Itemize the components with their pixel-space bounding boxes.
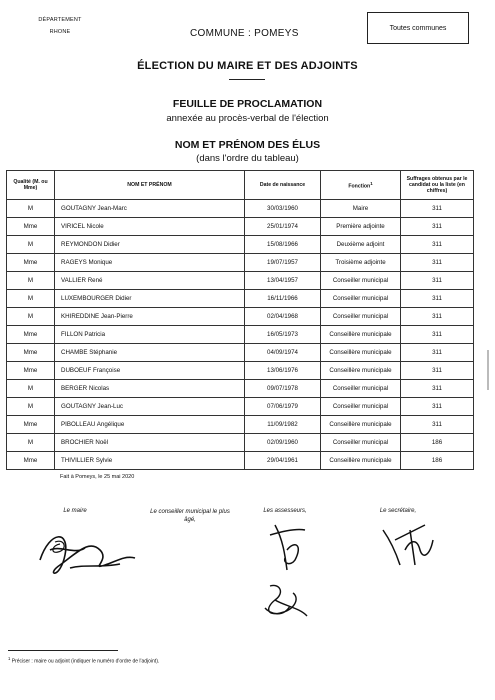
cell-qualite: Mme <box>7 362 55 380</box>
signature-assesseur-2 <box>255 578 315 623</box>
cell-qualite: M <box>7 236 55 254</box>
table-row <box>7 434 474 452</box>
cell-date: 09/07/1978 <box>245 380 321 398</box>
cell-qualite: Mme <box>7 326 55 344</box>
cell-qualite: M <box>7 290 55 308</box>
header-fonction-note: 1 <box>370 180 373 186</box>
cell-qualite: M <box>7 380 55 398</box>
cell-date: 15/08/1966 <box>245 236 321 254</box>
cell-nom: FILLON Patricia <box>55 326 245 344</box>
table-row <box>7 326 474 344</box>
cell-suffrages: 311 <box>401 290 474 308</box>
cell-fonction: Conseillère municipale <box>321 452 401 470</box>
cell-suffrages: 311 <box>401 398 474 416</box>
cell-qualite: Mme <box>7 254 55 272</box>
feuille-subtitle: annexée au procès-verbal de l'élection <box>166 113 329 124</box>
cell-nom: VIRICEL Nicole <box>55 218 245 236</box>
cell-nom: CHAMBE Stéphanie <box>55 344 245 362</box>
cell-suffrages: 311 <box>401 218 474 236</box>
table-row <box>7 254 474 272</box>
departement-label: DÉPARTEMENT <box>38 17 82 23</box>
cell-nom: BERGER Nicolas <box>55 380 245 398</box>
table-row <box>7 236 474 254</box>
cell-fonction: Conseillère municipale <box>321 344 401 362</box>
table-row <box>7 362 474 380</box>
table-row <box>7 272 474 290</box>
header-fonction-label: Fonction <box>348 183 371 190</box>
table-row <box>7 290 474 308</box>
cell-fonction: Conseiller municipal <box>321 308 401 326</box>
signature-secretaire <box>375 510 440 575</box>
header-date: Date de naissance <box>245 171 321 200</box>
cell-suffrages: 311 <box>401 416 474 434</box>
cell-qualite: M <box>7 200 55 218</box>
cell-nom: LUXEMBOURGER Didier <box>55 290 245 308</box>
cell-qualite: M <box>7 308 55 326</box>
cell-qualite: M <box>7 434 55 452</box>
departement-value: RHONE <box>49 29 71 35</box>
table-row <box>7 218 474 236</box>
cell-suffrages: 311 <box>401 236 474 254</box>
cell-fonction: Première adjointe <box>321 218 401 236</box>
feuille-title: FEUILLE DE PROCLAMATION <box>172 98 323 110</box>
footnote-separator <box>8 650 118 651</box>
cell-fonction: Conseiller municipal <box>321 434 401 452</box>
sig-label-assesseurs: Les assesseurs, <box>263 508 307 514</box>
cell-date: 16/05/1973 <box>245 326 321 344</box>
sig-label-secretaire: Le secrétaire, <box>379 508 417 514</box>
header-nom: NOM ET PRÉNOM <box>55 171 245 200</box>
table-header-row <box>7 171 474 200</box>
cell-fonction: Maire <box>321 200 401 218</box>
cell-nom: DUBOEUF Françoise <box>55 362 245 380</box>
cell-suffrages: 311 <box>401 308 474 326</box>
cell-qualite: M <box>7 398 55 416</box>
toutes-communes-label: Toutes communes <box>389 24 447 32</box>
cell-nom: GOUTAGNY Jean-Luc <box>55 398 245 416</box>
cell-fonction: Conseillère municipale <box>321 416 401 434</box>
cell-qualite: Mme <box>7 218 55 236</box>
cell-qualite: Mme <box>7 452 55 470</box>
table-row <box>7 416 474 434</box>
elus-table <box>6 170 474 470</box>
cell-nom: RAGEYS Monique <box>55 254 245 272</box>
cell-suffrages: 311 <box>401 326 474 344</box>
cell-date: 04/09/1974 <box>245 344 321 362</box>
cell-fonction: Troisième adjointe <box>321 254 401 272</box>
footnote-text: Préciser : maire ou adjoint (indiquer le numéro d'ordre de l'adjoint). <box>11 658 160 665</box>
cell-qualite: Mme <box>7 416 55 434</box>
fait-a-line: Fait à Pomeys, le 25 mai 2020 <box>60 474 135 480</box>
cell-suffrages: 311 <box>401 344 474 362</box>
departement-block <box>30 14 90 38</box>
footnote <box>8 656 159 665</box>
elus-title: NOM ET PRÉNOM DES ÉLUS <box>174 139 321 151</box>
cell-suffrages: 311 <box>401 380 474 398</box>
cell-fonction: Conseillère municipale <box>321 362 401 380</box>
signature-maire <box>30 520 140 580</box>
cell-suffrages: 186 <box>401 452 474 470</box>
cell-date: 16/11/1966 <box>245 290 321 308</box>
cell-fonction: Conseiller municipal <box>321 290 401 308</box>
table-row <box>7 452 474 470</box>
cell-fonction: Conseiller municipal <box>321 272 401 290</box>
cell-qualite: Mme <box>7 344 55 362</box>
cell-date: 11/09/1982 <box>245 416 321 434</box>
cell-date: 07/06/1979 <box>245 398 321 416</box>
cell-date: 02/09/1960 <box>245 434 321 452</box>
cell-fonction: Conseiller municipal <box>321 380 401 398</box>
scan-edge-mark <box>487 350 489 390</box>
cell-qualite: M <box>7 272 55 290</box>
header-qualite: Qualité (M. ou Mme) <box>7 171 55 200</box>
cell-date: 13/04/1957 <box>245 272 321 290</box>
sig-label-maire: Le maire <box>63 508 87 514</box>
cell-date: 29/04/1961 <box>245 452 321 470</box>
cell-suffrages: 311 <box>401 254 474 272</box>
cell-fonction: Conseillère municipale <box>321 326 401 344</box>
table-row <box>7 380 474 398</box>
main-title: ÉLECTION DU MAIRE ET DES ADJOINTS <box>137 60 358 72</box>
cell-date: 30/03/1960 <box>245 200 321 218</box>
cell-date: 19/07/1957 <box>245 254 321 272</box>
signature-assesseur-1 <box>265 520 315 575</box>
cell-fonction: Deuxième adjoint <box>321 236 401 254</box>
cell-nom: GOUTAGNY Jean-Marc <box>55 200 245 218</box>
toutes-communes-box <box>367 12 469 44</box>
title-underline <box>229 79 265 80</box>
cell-fonction: Conseiller municipal <box>321 398 401 416</box>
cell-nom: REYMONDON Didier <box>55 236 245 254</box>
table-row <box>7 398 474 416</box>
cell-nom: BROCHIER Noël <box>55 434 245 452</box>
cell-date: 25/01/1974 <box>245 218 321 236</box>
header-fonction <box>321 171 401 200</box>
table-row <box>7 200 474 218</box>
footnote-mark: 1 <box>8 656 11 661</box>
cell-suffrages: 311 <box>401 272 474 290</box>
table-row <box>7 308 474 326</box>
cell-nom: VALLIER René <box>55 272 245 290</box>
commune-label: COMMUNE : POMEYS <box>190 28 299 39</box>
sig-label-conseiller: Le conseiller municipal le plus âgé, <box>150 509 230 523</box>
elus-subtitle: (dans l'ordre du tableau) <box>196 153 299 164</box>
cell-nom: KHIREDDINE Jean-Pierre <box>55 308 245 326</box>
cell-date: 02/04/1968 <box>245 308 321 326</box>
cell-suffrages: 186 <box>401 434 474 452</box>
cell-nom: PIBOLLEAU Angélique <box>55 416 245 434</box>
table-row <box>7 344 474 362</box>
cell-nom: THIVILLIER Sylvie <box>55 452 245 470</box>
cell-suffrages: 311 <box>401 362 474 380</box>
header-suffrages: Suffrages obtenus par le candidat ou la liste (en chiffres) <box>401 171 474 200</box>
cell-date: 13/06/1976 <box>245 362 321 380</box>
cell-suffrages: 311 <box>401 200 474 218</box>
